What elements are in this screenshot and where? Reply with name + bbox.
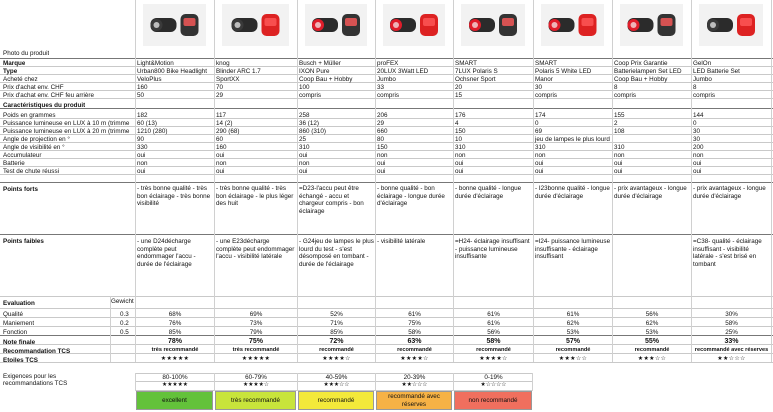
- product-photo: [620, 4, 683, 46]
- label-accu: Accumulateur: [3, 152, 42, 159]
- product-angle-vis: 160: [216, 144, 227, 151]
- label-angle-vis: Angle de visibilité en °: [3, 144, 65, 151]
- product-angle-proj: jeu de lampes le plus lourd: [535, 136, 610, 143]
- product-lux20: 660: [377, 128, 388, 135]
- product-batterie: oui: [693, 160, 702, 167]
- lamp-icon: [620, 4, 683, 46]
- product-achete: Coop Bau + Hobby: [299, 76, 353, 83]
- product-prix-arriere: compris: [535, 92, 558, 99]
- product-test: oui: [137, 168, 146, 175]
- product-recommandation: recommandé: [476, 347, 511, 353]
- product-prix-avant: 160: [137, 84, 148, 91]
- product-note-finale: 63%: [407, 338, 422, 345]
- product-note-finale: 33%: [724, 338, 739, 345]
- product-poids: 144: [693, 112, 704, 119]
- product-batterie: non: [137, 160, 148, 167]
- product-etoiles: ★★★☆☆: [558, 355, 588, 362]
- label-type: Type: [3, 68, 18, 75]
- product-lux20: 108: [614, 128, 625, 135]
- product-lux10: 60 (13): [137, 120, 157, 127]
- product-qualite: 61%: [408, 311, 421, 318]
- product-points-forts: - prix avantageux - longue durée d'éclairage: [614, 185, 687, 200]
- label-qualite: Qualité: [3, 311, 23, 318]
- product-etoiles: ★★★★☆: [479, 355, 508, 362]
- label-marque: Marque: [3, 60, 26, 67]
- product-prix-avant: 30: [535, 84, 543, 91]
- grade-col-line: [214, 373, 215, 391]
- product-prix-arriere: 50: [137, 92, 145, 99]
- product-angle-vis: 200: [693, 144, 704, 151]
- product-angle-vis: 310: [299, 144, 310, 151]
- grade-col-line: [297, 373, 298, 391]
- product-poids: 155: [614, 112, 625, 119]
- product-maniement: 58%: [725, 320, 738, 327]
- product-angle-vis: 310: [614, 144, 625, 151]
- lamp-icon: [305, 4, 367, 46]
- grade-range: 0-19%: [484, 374, 503, 381]
- product-accu: non: [614, 152, 625, 159]
- product-note-finale: 75%: [248, 338, 263, 345]
- grid-col-line: [533, 0, 534, 362]
- grade-line: [135, 373, 533, 374]
- product-fonction: 53%: [645, 329, 659, 336]
- lamp-icon: [222, 4, 289, 46]
- product-etoiles: ★★★☆☆: [637, 355, 667, 362]
- product-fonction: 58%: [408, 329, 421, 336]
- product-marque: SMART: [535, 60, 557, 67]
- product-recommandation: très recommandé: [232, 347, 280, 353]
- product-achete: Jumbo: [693, 76, 712, 83]
- lamp-icon: [383, 4, 445, 46]
- grade-col-line: [453, 373, 454, 391]
- product-poids: 206: [377, 112, 388, 119]
- product-marque: Coop Prix Garantie: [614, 60, 668, 67]
- product-points-faibles: - une D24décharge complète peut endommager l'accu - durée de l'éclairage: [137, 238, 196, 268]
- product-marque: proFEX: [377, 60, 399, 67]
- grade-col-line: [375, 373, 376, 391]
- product-prix-avant: 8: [614, 84, 618, 91]
- product-recommandation: recommandé: [397, 347, 432, 353]
- product-achete: Ochsner Sport: [455, 76, 496, 83]
- product-maniement: 71%: [330, 320, 343, 327]
- label-achete: Acheté chez: [3, 76, 38, 83]
- product-etoiles: ★★★★★: [241, 355, 271, 362]
- product-test: oui: [216, 168, 225, 175]
- product-poids: 117: [216, 112, 227, 119]
- product-points-forts: =D23-l'accu peut être échangé - accu et chargeur compris - bon éclairage: [299, 185, 364, 215]
- product-qualite: 68%: [168, 311, 182, 318]
- product-marque: knog: [216, 60, 230, 67]
- lamp-icon: [699, 4, 763, 46]
- product-batterie: non: [216, 160, 227, 167]
- label-test: Test de chute réussi: [3, 168, 60, 175]
- product-batterie: oui: [377, 160, 386, 167]
- product-type: Blinder ARC 1.7: [216, 68, 261, 75]
- product-angle-vis: 310: [455, 144, 466, 151]
- product-prix-avant: 8: [693, 84, 697, 91]
- weight-qualite: 0.3: [120, 311, 129, 318]
- grid-col-line: [375, 0, 376, 362]
- product-photo: [461, 4, 525, 46]
- product-qualite: 61%: [566, 311, 580, 318]
- product-marque: Light&Motion: [137, 60, 174, 67]
- label-lux20: Puissance lumineuse en LUX à 20 m (trimme: [3, 128, 130, 135]
- product-lux10: 29: [377, 120, 385, 127]
- grade-line: [135, 381, 533, 382]
- product-points-forts: - bonne qualité - longue durée d'éclairage: [455, 185, 522, 200]
- product-accu: oui: [216, 152, 225, 159]
- product-recommandation: recommandé avec réserves: [694, 347, 769, 353]
- grade-stars: ★★★☆☆: [323, 382, 350, 388]
- grade-label: excellent: [136, 391, 213, 410]
- weight-maniement: 0.2: [120, 320, 129, 327]
- product-lux20: 150: [455, 128, 466, 135]
- product-prix-avant: 20: [455, 84, 463, 91]
- product-poids: 182: [137, 112, 148, 119]
- product-type: 7LUX Polaris S: [455, 68, 498, 75]
- product-angle-proj: 60: [216, 136, 224, 143]
- product-angle-vis: 330: [137, 144, 148, 151]
- product-batterie: oui: [614, 160, 623, 167]
- product-etoiles: ★★★★☆: [400, 355, 429, 362]
- product-maniement: 62%: [566, 320, 580, 327]
- product-points-faibles: - une E23décharge complète peut endommager l'accu - visibilité latérale: [216, 238, 295, 261]
- label-maniement: Maniement: [3, 320, 35, 327]
- product-points-faibles: =H24- éclairage insuffisant - puissance lumineuse insuffisante: [455, 238, 530, 261]
- label-poids: Poids en grammes: [3, 112, 56, 119]
- product-angle-proj: 10: [455, 136, 463, 143]
- product-batterie: oui: [535, 160, 544, 167]
- grid-col-line: [771, 0, 772, 362]
- product-poids: 258: [299, 112, 310, 119]
- grid-row-line-strong: [0, 234, 773, 235]
- product-achete: Manor: [535, 76, 553, 83]
- grade-stars: ★★★★☆: [243, 382, 269, 388]
- product-points-faibles: - visibilité latérale: [377, 238, 426, 245]
- product-photo: [541, 4, 604, 46]
- product-test: oui: [455, 168, 464, 175]
- product-type: IXON Pure: [299, 68, 330, 75]
- product-type: 20LUX 3Watt LED: [377, 68, 429, 75]
- product-points-faibles: =I24- puissance lumineuse insuffisante - éclairage insuffisant: [535, 238, 611, 261]
- product-photo: [699, 4, 763, 46]
- grid-col-line: [453, 0, 454, 362]
- product-fonction: 85%: [330, 329, 343, 336]
- lamp-icon: [541, 4, 604, 46]
- product-maniement: 62%: [645, 320, 659, 327]
- product-accu: non: [455, 152, 466, 159]
- product-note-finale: 58%: [486, 338, 501, 345]
- product-points-forts: - très bonne qualité - très bon éclairage - très bonne visibilité: [137, 185, 211, 208]
- product-note-finale: 57%: [565, 338, 580, 345]
- label-fonction: Fonction: [3, 329, 28, 336]
- product-marque: GelOn: [693, 60, 712, 67]
- product-note-finale: 55%: [644, 338, 659, 345]
- weight-fonction: 0.5: [120, 329, 129, 336]
- product-photo: [222, 4, 289, 46]
- grade-range: 80-100%: [162, 374, 188, 381]
- product-qualite: 52%: [330, 311, 343, 318]
- grade-range: 60-79%: [245, 374, 267, 381]
- product-points-forts: - bonne qualité - bon éclairage - longue durée d'éclairage: [377, 185, 445, 208]
- product-fonction: 53%: [566, 329, 580, 336]
- product-batterie: non: [299, 160, 310, 167]
- product-prix-avant: 70: [216, 84, 224, 91]
- grade-line: [135, 390, 533, 391]
- label-prix-avant: Prix d'achat env. CHF: [3, 84, 64, 91]
- lamp-icon: [461, 4, 525, 46]
- product-qualite: 61%: [487, 311, 500, 318]
- grade-col-line: [135, 373, 136, 391]
- product-lux20: 69: [535, 128, 543, 135]
- grid-row-line-strong: [0, 182, 773, 183]
- product-accu: oui: [137, 152, 146, 159]
- product-batterie: oui: [455, 160, 464, 167]
- product-qualite: 30%: [725, 311, 738, 318]
- grid-row-line: [0, 308, 773, 309]
- grade-range: 20-39%: [403, 374, 426, 381]
- product-lux10: 36 (12): [299, 120, 319, 127]
- label-recommandation: Recommandation TCS: [3, 348, 71, 355]
- product-prix-arriere: 29: [216, 92, 224, 99]
- product-fonction: 56%: [487, 329, 500, 336]
- product-etoiles: ★★★★☆: [322, 355, 351, 362]
- product-angle-proj: 25: [299, 136, 307, 143]
- grade-stars: ★★☆☆☆: [401, 382, 428, 388]
- grade-col-line: [532, 373, 533, 391]
- product-lux10: 2: [614, 120, 618, 127]
- product-points-forts: - très bonne qualité - très bon éclairage - le plus léger des huit: [216, 185, 294, 208]
- product-lux20: 30: [693, 128, 701, 135]
- grid-row-line-strong: [0, 58, 773, 59]
- product-note-finale: 78%: [167, 338, 182, 345]
- grid-col-line: [297, 0, 298, 362]
- grade-label: très recommandé: [215, 391, 296, 410]
- product-prix-arriere: compris: [377, 92, 400, 99]
- product-test: oui: [535, 168, 544, 175]
- grid-row-line-strong: [0, 108, 773, 109]
- label-evaluation: Evaluation: [3, 300, 35, 307]
- product-lux10: 14 (2): [216, 120, 233, 127]
- grade-label: non recommandé: [454, 391, 532, 410]
- product-lux10: 0: [535, 120, 539, 127]
- product-lux20: 1210 (280): [137, 128, 168, 135]
- product-accu: non: [377, 152, 388, 159]
- product-maniement: 76%: [168, 320, 182, 327]
- product-maniement: 75%: [408, 320, 421, 327]
- grade-stars: ★☆☆☆☆: [480, 382, 507, 388]
- product-points-faibles: =C38- qualité - éclairage insuffisant - visibilité latérale - s'est brisé en tombant: [693, 238, 762, 268]
- product-maniement: 73%: [249, 320, 263, 327]
- grade-label: recommandé avec réserves: [376, 391, 452, 410]
- product-points-forts: - I23bonne qualité - longue durée d'éclairage: [535, 185, 610, 200]
- product-type: Urban800 Bike Headlight: [137, 68, 208, 75]
- label-points-faibles: Points faibles: [3, 238, 44, 245]
- label-note: Note finale: [3, 339, 36, 346]
- product-lux10: 0: [693, 120, 697, 127]
- product-lux20: 860 (310): [299, 128, 326, 135]
- product-photo: [143, 4, 206, 46]
- product-achete: Jumbo: [377, 76, 396, 83]
- grade-range: 40-59%: [325, 374, 348, 381]
- product-points-forts: - prix avantageux - longue durée d'éclairage: [693, 185, 766, 200]
- product-type: Batterielampen Set LED: [614, 68, 682, 75]
- product-prix-avant: 100: [299, 84, 310, 91]
- product-prix-avant: 33: [377, 84, 385, 91]
- product-qualite: 69%: [249, 311, 263, 318]
- product-etoiles: ★★☆☆☆: [717, 355, 746, 362]
- product-accu: oui: [299, 152, 308, 159]
- product-qualite: 56%: [645, 311, 659, 318]
- product-prix-arriere: compris: [299, 92, 322, 99]
- product-recommandation: recommandé: [634, 347, 670, 353]
- product-photo: [383, 4, 445, 46]
- product-photo: [305, 4, 367, 46]
- label-angle-proj: Angle de projection en °: [3, 136, 70, 143]
- grid-col-line: [110, 296, 111, 362]
- grid-col-line: [214, 0, 215, 362]
- product-achete: VeloPlus: [137, 76, 162, 83]
- product-prix-arriere: compris: [693, 92, 716, 99]
- product-type: Polaris 5 White LED: [535, 68, 592, 75]
- product-prix-arriere: 15: [455, 92, 463, 99]
- product-test: oui: [377, 168, 386, 175]
- lamp-icon: [143, 4, 206, 46]
- product-type: LED Batterie Set: [693, 68, 740, 75]
- product-maniement: 61%: [487, 320, 500, 327]
- product-recommandation: très recommandé: [151, 347, 199, 353]
- product-angle-proj: 90: [137, 136, 145, 143]
- product-angle-proj: 80: [377, 136, 385, 143]
- product-angle-vis: 310: [535, 144, 546, 151]
- product-accu: non: [535, 152, 546, 159]
- product-test: oui: [614, 168, 623, 175]
- grade-stars: ★★★★★: [162, 382, 188, 388]
- label-caracteristiques: Caractéristiques du produit: [3, 102, 86, 109]
- grade-label: recommandé: [298, 391, 374, 410]
- product-test: oui: [299, 168, 308, 175]
- product-achete: SportXX: [216, 76, 240, 83]
- label-photo: Photo du produit: [3, 50, 50, 57]
- product-fonction: 25%: [725, 329, 738, 336]
- product-angle-proj: 30: [693, 136, 701, 143]
- product-test: oui: [693, 168, 702, 175]
- grid-col-line: [691, 0, 692, 362]
- grid-col-line: [135, 0, 136, 362]
- product-lux10: 4: [455, 120, 459, 127]
- grid-col-line: [612, 0, 613, 362]
- product-marque: SMART: [455, 60, 477, 67]
- label-points-forts: Points forts: [3, 186, 38, 193]
- label-batterie: Batterie: [3, 160, 25, 167]
- grid-row-line: [0, 296, 773, 297]
- product-accu: non: [693, 152, 704, 159]
- label-gewicht: Gewicht: [111, 298, 134, 305]
- product-marque: Busch + Müller: [299, 60, 341, 67]
- product-angle-vis: 150: [377, 144, 388, 151]
- product-recommandation: recommandé: [555, 347, 591, 353]
- product-poids: 174: [535, 112, 546, 119]
- label-etoiles: Etoiles TCS: [3, 357, 38, 364]
- product-recommandation: recommandé: [319, 347, 354, 353]
- label-lux10: Puissance lumineuse en LUX à 10 m (trimme: [3, 120, 130, 127]
- label-prix-arriere: Prix d'achat env. CHF feu arrière: [3, 92, 95, 99]
- product-fonction: 79%: [249, 329, 263, 336]
- product-prix-arriere: compris: [614, 92, 637, 99]
- product-etoiles: ★★★★★: [160, 355, 190, 362]
- product-points-faibles: - G24jeu de lampes le plus lourd du test - s'est désomposé en tombant - durée de l'éclairage: [299, 238, 374, 268]
- product-note-finale: 72%: [329, 338, 344, 345]
- product-achete: Coop Bau + Hobby: [614, 76, 668, 83]
- product-fonction: 85%: [168, 329, 182, 336]
- label-exigences: Exigences pour les recommandations TCS: [3, 373, 68, 388]
- product-lux20: 290 (68): [216, 128, 240, 135]
- product-poids: 176: [455, 112, 466, 119]
